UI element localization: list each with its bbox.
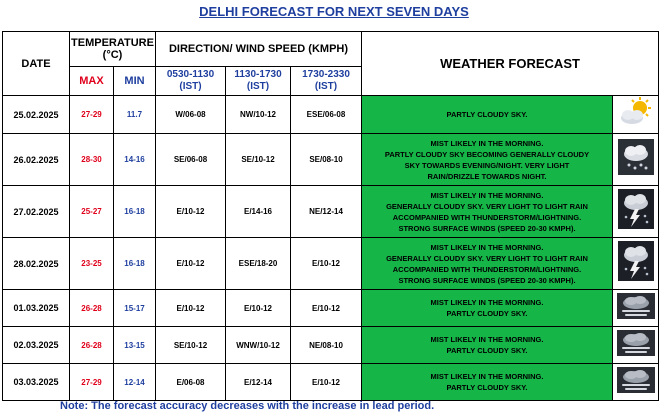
max-temp-cell: 23-25 — [70, 238, 114, 290]
header-wind-direction: DIRECTION/ WIND SPEED (KMPH) — [156, 32, 362, 67]
forecast-line: PARTLY CLOUDY SKY. — [446, 110, 528, 119]
header-date: DATE — [3, 32, 70, 96]
min-temp-cell: 12-14 — [114, 364, 156, 401]
wind-afternoon-cell: E/12-14 — [226, 364, 291, 401]
wind-afternoon-cell: SE/10-12 — [226, 134, 291, 186]
forecast-line: PARTLY CLOUDY SKY. — [446, 309, 528, 318]
header-slot-afternoon: 1130-1730 (IST) — [226, 67, 291, 96]
wind-morning-cell: SE/10-12 — [156, 327, 226, 364]
forecast-text-cell — [362, 96, 613, 134]
min-temp-cell: 15-17 — [114, 290, 156, 327]
weather-icon-cell — [613, 290, 659, 327]
wind-evening-cell: SE/08-10 — [291, 134, 362, 186]
wind-afternoon-cell: E/14-16 — [226, 186, 291, 238]
wind-afternoon-cell: WNW/10-12 — [226, 327, 291, 364]
partly-cloudy-sun-icon — [613, 96, 658, 133]
forecast-line: GENERALLY CLOUDY SKY. VERY LIGHT TO LIGHT RAIN — [386, 201, 588, 211]
wind-morning-cell: E/10-12 — [156, 290, 226, 327]
table-row — [3, 364, 659, 401]
forecast-line: MIST LIKELY IN THE MORNING. — [430, 298, 544, 307]
forecast-line: MIST LIKELY IN THE MORNING. — [430, 335, 544, 344]
min-temp-cell: 16-18 — [114, 186, 156, 238]
max-temp-cell: 27-29 — [70, 364, 114, 401]
note-text: The forecast accuracy decreases with the increase in lead period. — [91, 400, 435, 412]
footnote — [60, 400, 434, 412]
note-label: Note: — [60, 400, 89, 412]
forecast-text-cell — [362, 327, 613, 364]
wind-morning-cell: E/10-12 — [156, 186, 226, 238]
header-max: MAX — [70, 67, 114, 96]
date-cell: 28.02.2025 — [3, 238, 70, 290]
forecast-line: ACCOMPANIED WITH THUNDERSTORM/LIGHTNING. — [392, 264, 582, 274]
wind-afternoon-cell: E/10-12 — [226, 290, 291, 327]
page-title: DELHI FORECAST FOR NEXT SEVEN DAYS — [199, 4, 469, 19]
table-row — [3, 96, 659, 134]
date-cell: 02.03.2025 — [3, 327, 70, 364]
table-row — [3, 290, 659, 327]
forecast-line: STRONG SURFACE WINDS (SPEED 20-30 KMPH). — [398, 223, 576, 233]
weather-icon-cell — [613, 238, 659, 290]
forecast-line: MIST LIKELY IN THE MORNING. — [430, 242, 544, 252]
forecast-line: PARTLY CLOUDY SKY. — [446, 346, 528, 355]
forecast-line: PARTLY CLOUDY SKY. — [446, 383, 528, 392]
weather-icon-cell — [613, 364, 659, 401]
wind-morning-cell: E/06-08 — [156, 364, 226, 401]
forecast-line: PARTLY CLOUDY SKY BECOMING GENERALLY CLOUDY — [384, 149, 590, 159]
thunderstorm-icon — [613, 241, 658, 286]
weather-icon-cell — [613, 186, 659, 238]
forecast-line: STRONG SURFACE WINDS (SPEED 20-30 KMPH). — [398, 275, 576, 285]
date-cell: 26.02.2025 — [3, 134, 70, 186]
forecast-line: MIST LIKELY IN THE MORNING. — [430, 138, 544, 148]
wind-afternoon-cell: ESE/18-20 — [226, 238, 291, 290]
min-temp-cell: 16-18 — [114, 238, 156, 290]
max-temp-cell: 26-28 — [70, 327, 114, 364]
table-row — [3, 134, 659, 186]
forecast-text-cell — [362, 134, 613, 186]
min-temp-cell: 14-16 — [114, 134, 156, 186]
max-temp-cell: 27-29 — [70, 96, 114, 134]
table-row — [3, 327, 659, 364]
date-cell: 25.02.2025 — [3, 96, 70, 134]
header-min: MIN — [114, 67, 156, 96]
weather-icon-cell — [613, 327, 659, 364]
forecast-line: RAIN/DRIZZLE TOWARDS NIGHT. — [427, 171, 547, 181]
max-temp-cell: 26-28 — [70, 290, 114, 327]
forecast-table — [2, 31, 659, 401]
max-temp-cell: 25-27 — [70, 186, 114, 238]
header-slot-morning: 0530-1130 (IST) — [156, 67, 226, 96]
wind-evening-cell: E/10-12 — [291, 238, 362, 290]
wind-morning-cell: SE/06-08 — [156, 134, 226, 186]
forecast-text-cell — [362, 186, 613, 238]
wind-morning-cell: W/06-08 — [156, 96, 226, 134]
wind-evening-cell: E/10-12 — [291, 290, 362, 327]
wind-evening-cell: E/10-12 — [291, 364, 362, 401]
weather-icon-cell — [613, 134, 659, 186]
cloud-drizzle-icon — [613, 139, 658, 180]
forecast-line: ACCOMPANIED WITH THUNDERSTORM/LIGHTNING. — [392, 212, 582, 222]
min-temp-cell: 11.7 — [114, 96, 156, 134]
mist-cloud-icon — [613, 330, 658, 361]
forecast-line: GENERALLY CLOUDY SKY. VERY LIGHT TO LIGHT RAIN — [386, 253, 588, 263]
min-temp-cell: 13-15 — [114, 327, 156, 364]
forecast-text-cell — [362, 364, 613, 401]
thunderstorm-icon — [613, 189, 658, 234]
header-weather-forecast: WEATHER FORECAST — [362, 32, 659, 96]
forecast-line: MIST LIKELY IN THE MORNING. — [430, 190, 544, 200]
table-row — [3, 238, 659, 290]
date-cell: 01.03.2025 — [3, 290, 70, 327]
wind-evening-cell: NE/12-14 — [291, 186, 362, 238]
table-row — [3, 186, 659, 238]
forecast-line: MIST LIKELY IN THE MORNING. — [430, 372, 544, 381]
weather-icon-cell — [613, 96, 659, 134]
header-temperature: TEMPERATURE (°C) — [70, 32, 156, 67]
mist-cloud-icon — [613, 367, 658, 398]
wind-evening-cell: ESE/06-08 — [291, 96, 362, 134]
forecast-line: SKY TOWARDS EVENING/NIGHT. VERY LIGHT — [404, 160, 570, 170]
header-slot-evening: 1730-2330 (IST) — [291, 67, 362, 96]
mist-cloud-icon — [613, 293, 658, 324]
forecast-text-cell — [362, 238, 613, 290]
date-cell: 03.03.2025 — [3, 364, 70, 401]
wind-morning-cell: E/10-12 — [156, 238, 226, 290]
date-cell: 27.02.2025 — [3, 186, 70, 238]
wind-afternoon-cell: NW/10-12 — [226, 96, 291, 134]
wind-evening-cell: NE/08-10 — [291, 327, 362, 364]
forecast-text-cell — [362, 290, 613, 327]
max-temp-cell: 28-30 — [70, 134, 114, 186]
